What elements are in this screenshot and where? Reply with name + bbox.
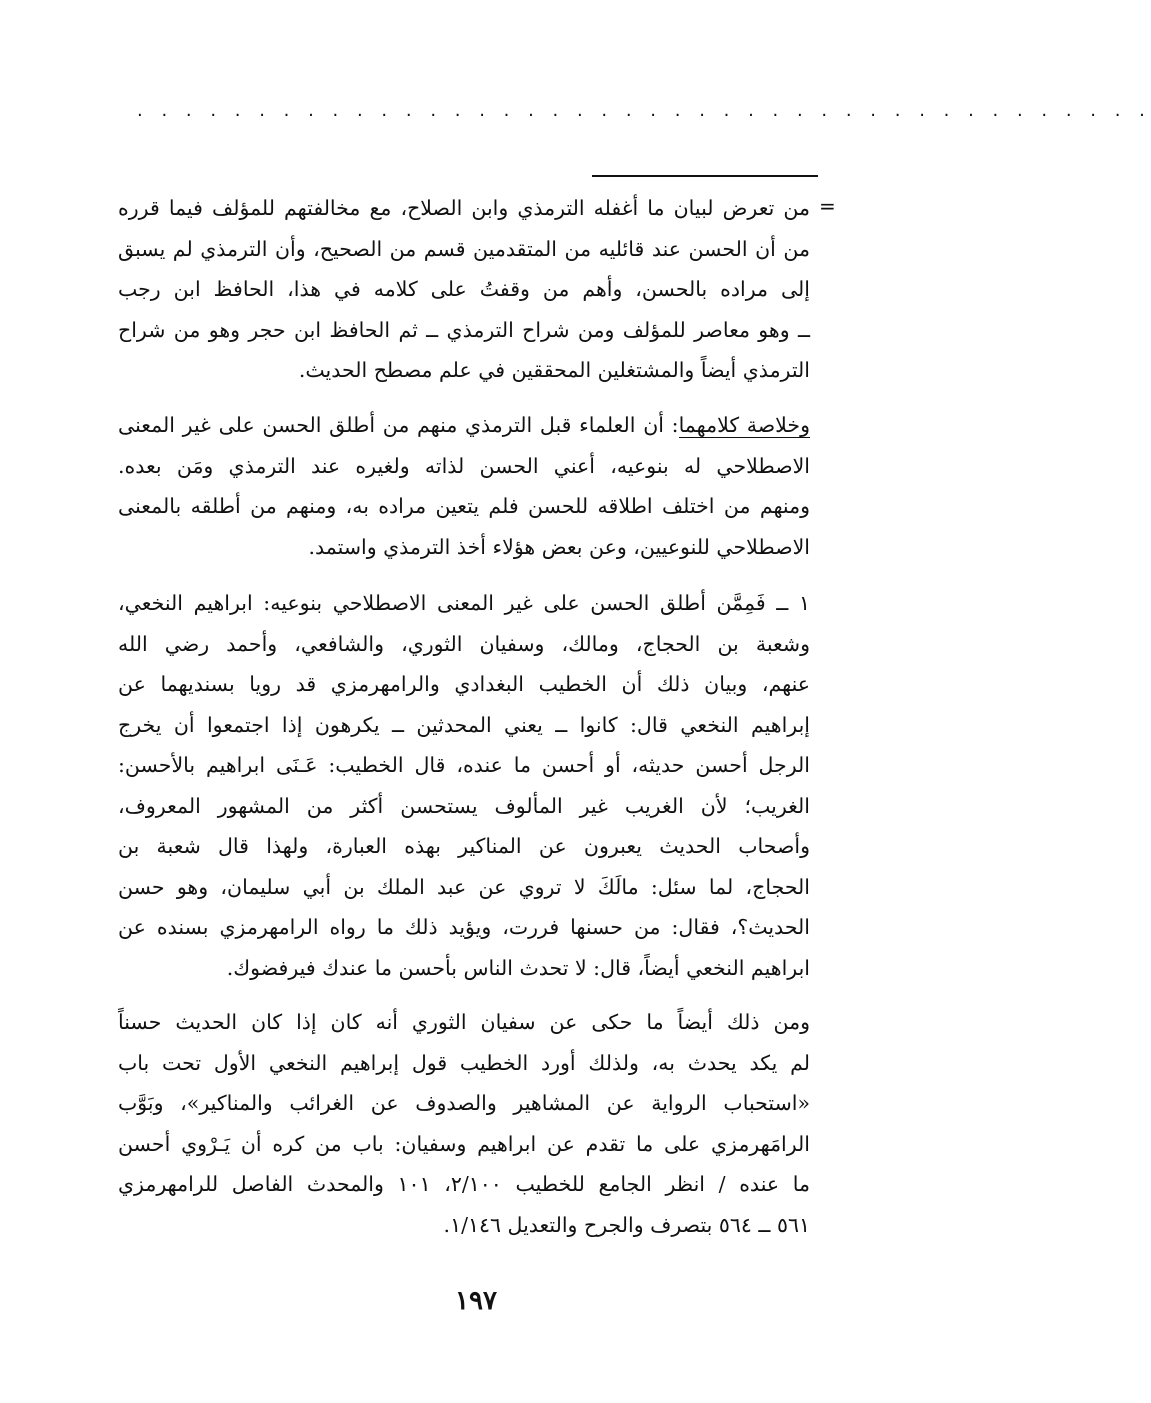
summary-label: وخلاصة كلامهما bbox=[678, 413, 810, 437]
text-line: عنهم، وبيان ذلك أن الخطيب البغدادي والرامهرمزي قد رويا بسنديهما عن bbox=[118, 672, 810, 696]
text-line: من تعرض لبيان ما أغفله الترمذي وابن الصلاح، مع مخالفتهم للمؤلف فيما قرره bbox=[118, 196, 810, 220]
text-line: ومن ذلك أيضاً ما حكى عن سفيان الثوري أنه كان إذا كان الحديث حسناً bbox=[118, 1010, 810, 1034]
text-line: لم يكد يحدث به، ولذلك أورد الخطيب قول إبراهيم النخعي الأول تحت باب bbox=[118, 1050, 810, 1075]
text-line: ومنهم من اختلف اطلاقه للحسن فلم يتعين مراده به، ومنهم من أطلقه بالمعنى bbox=[118, 494, 810, 518]
text-line: ١ ــ فَمِمَّن أطلق الحسن على غير المعنى الاصطلاحي بنوعيه: ابراهيم النخعي، bbox=[118, 591, 810, 615]
text-line bbox=[118, 405, 810, 446]
page-number: ١٩٧ bbox=[455, 1286, 497, 1316]
text-line: الترمذي أيضاً والمشتغلين المحققين في علم مصطح الحديث. bbox=[298, 358, 810, 382]
text-line: الرجل أحسن حديثه، أو أحسن ما عنده، قال الخطيب: عَـنَى ابراهيم بالأحسن: bbox=[118, 753, 810, 777]
text-line: «استحباب الرواية عن المشاهير والصدوف عن الغرائب والمناكير»، وبَوَّب bbox=[118, 1091, 810, 1115]
text-line: إبراهيم النخعي قال: كانوا ــ يعني المحدثين ــ يكرهون إذا اجتمعوا أن يخرج bbox=[118, 712, 810, 737]
text-line: وشعبة بن الحجاج، ومالك، وسفيان الثوري، والشافعي، وأحمد رضي الله bbox=[118, 631, 810, 656]
section-1-paragraph bbox=[118, 583, 810, 988]
text-line: ــ وهو معاصر للمؤلف ومن شراح الترمذي ــ ثم الحافظ ابن حجر وهو من شراح bbox=[118, 317, 810, 342]
text-line: الحجاج، لما سئل: مالَكَ لا تروي عن عبد الملك بن أبي سليمان، وهو حسن bbox=[118, 874, 810, 899]
footnote-paragraph bbox=[118, 188, 810, 391]
text-line: الاصطلاحي للنوعيين، وعن بعض هؤلاء أخذ الترمذي واستمد. bbox=[308, 534, 810, 559]
text-line: ما عنده / انظر الجامع للخطيب ٢/١٠٠، ١٠١ والمحدث الفاصل للرامهرمزي bbox=[118, 1172, 810, 1196]
footnote-rule bbox=[592, 175, 818, 177]
summary-paragraph bbox=[118, 405, 810, 567]
text-line: الغريب؛ لأن الغريب غير المألوف يستحسن أكثر من المشهور المعروف، bbox=[118, 793, 810, 818]
text-line: إلى مراده بالحسن، وأهم من وقفتُ على كلامه في هذا، الحافظ ابن رجب bbox=[118, 277, 810, 301]
text-line: وأصحاب الحديث يعبرون عن المناكير بهذه العبارة، ولهذا قال شعبة بن bbox=[118, 834, 810, 858]
separator-dots: . . . . . . . . . . . . . . . . . . . . . . . . . . . . . . . . . . . . . . . . . . bbox=[137, 100, 1151, 121]
text-line: ابراهيم النخعي أيضاً، قال: لا تحدث الناس بأحسن ما عندك فيرفضوك. bbox=[226, 955, 810, 980]
text-line: الاصطلاحي له بنوعيه، أعني الحسن لذاته ولغيره عند الترمذي ومَن بعده. bbox=[118, 453, 810, 478]
text-line: الرامَهرمزي على ما تقدم عن ابراهيم وسفيان: باب من كره أن يَـرْوي أحسن bbox=[118, 1131, 810, 1156]
text-line: الحديث؟، فقال: من حسنها فررت، ويؤيد ذلك ما رواه الرامهرمزي بسنده عن bbox=[118, 915, 810, 939]
summary-first-line: : أن العلماء قبل الترمذي منهم من أطلق الحسن على غير المعنى bbox=[118, 413, 679, 437]
section-2-paragraph bbox=[118, 1002, 810, 1245]
text-line: ٥٦١ ــ ٥٦٤ بتصرف والجرح والتعديل ١/١٤٦. bbox=[443, 1212, 810, 1237]
continuation-mark: = bbox=[819, 194, 836, 218]
text-line: من أن الحسن عند قائليه من المتقدمين قسم من الصحيح، وأن الترمذي لم يسبق bbox=[118, 236, 810, 261]
